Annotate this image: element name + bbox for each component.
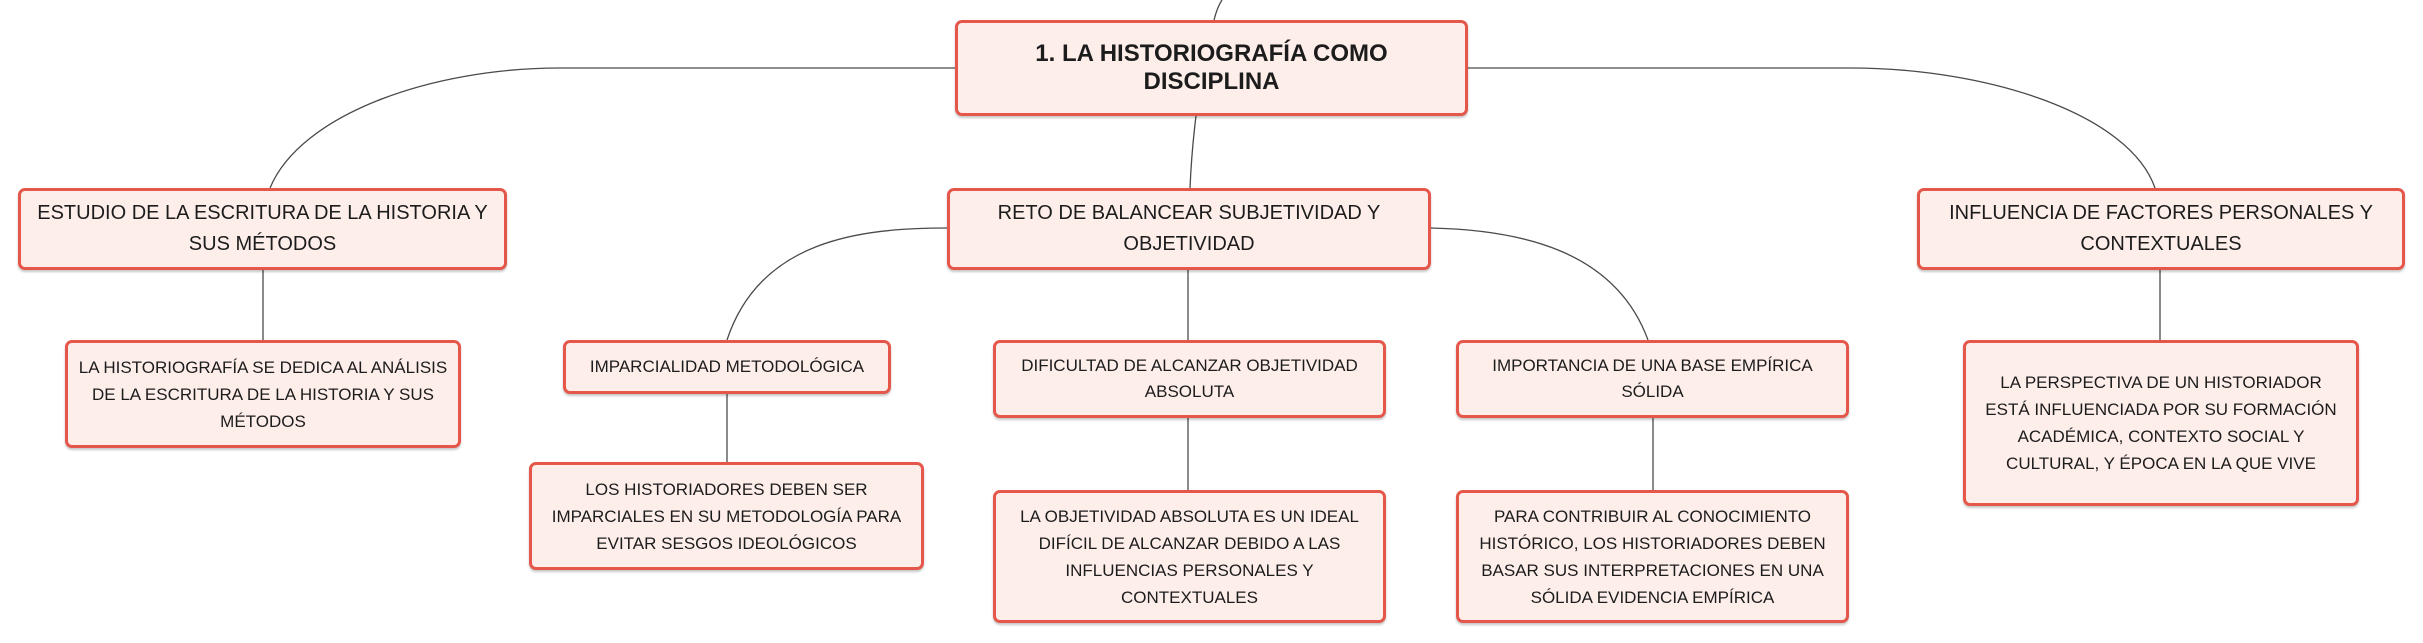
subtopic-node-label: IMPARCIALIDAD METODOLÓGICA (589, 357, 865, 376)
detail-node-text: LA PERSPECTIVA DE UN HISTORIADOR ESTÁ INFLUENCIADA POR SU FORMACIÓN ACADÉMICA, CONTEXTO SOCIAL Y CULTURAL, Y ÉPOCA EN LA QUE VIVE (1985, 373, 2337, 473)
root-node[interactable] (955, 20, 1468, 116)
connector-branch-center-to-sub1 (727, 228, 947, 340)
detail-node-text: PARA CONTRIBUIR AL CONOCIMIENTO HISTÓRICO, LOS HISTORIADORES DEBEN BASAR SUS INTERPRETACIONES EN UNA SÓLIDA EVIDENCIA EMPÍRICA (1479, 506, 1826, 607)
detail-node-escritura[interactable] (65, 340, 461, 448)
branch-node-label: ESTUDIO DE LA ESCRITURA DE LA HISTORIA Y SUS MÉTODOS (37, 202, 488, 255)
connector-root-to-branch-right (1468, 68, 2155, 188)
detail-node-text: LOS HISTORIADORES DEBEN SER IMPARCIALES EN SU METODOLOGÍA PARA EVITAR SESGOS IDEOLÓGICOS (551, 479, 902, 553)
subtopic-node-label: DIFICULTAD DE ALCANZAR OBJETIVIDAD ABSOLUTA (1021, 356, 1358, 401)
branch-node-escritura[interactable] (18, 188, 507, 270)
connector-root-to-branch-left (270, 68, 955, 188)
detail-node-text: LA HISTORIOGRAFÍA SE DEDICA AL ANÁLISIS DE LA ESCRITURA DE LA HISTORIA Y SUS MÉTODOS (78, 357, 448, 431)
root-node-label: 1. LA HISTORIOGRAFÍA COMO DISCIPLINA (1035, 40, 1388, 95)
detail-node-base-empirica[interactable] (1456, 490, 1849, 623)
branch-node-factores[interactable] (1917, 188, 2405, 270)
detail-node-text: LA OBJETIVIDAD ABSOLUTA ES UN IDEAL DIFÍCIL DE ALCANZAR DEBIDO A LAS INFLUENCIAS PERSONALES Y CONTEXTUALES (1020, 506, 1359, 607)
branch-node-subjetividad[interactable] (947, 188, 1431, 270)
detail-node-factores[interactable] (1963, 340, 2359, 506)
detail-node-objetividad[interactable] (993, 490, 1386, 623)
subtopic-node-objetividad[interactable] (993, 340, 1386, 418)
branch-node-label: INFLUENCIA DE FACTORES PERSONALES Y CONTEXTUALES (1949, 202, 2373, 255)
branch-node-label: RETO DE BALANCEAR SUBJETIVIDAD Y OBJETIVIDAD (997, 202, 1381, 255)
detail-node-imparcialidad[interactable] (529, 462, 924, 570)
subtopic-node-base-empirica[interactable] (1456, 340, 1849, 418)
subtopic-node-label: IMPORTANCIA DE UNA BASE EMPÍRICA SÓLIDA (1492, 356, 1813, 401)
connector-branch-center-to-sub3 (1431, 228, 1648, 340)
connector-parent-to-root (1214, 0, 1222, 20)
subtopic-node-imparcialidad[interactable] (563, 340, 891, 394)
connector-root-to-branch-center (1190, 116, 1196, 188)
